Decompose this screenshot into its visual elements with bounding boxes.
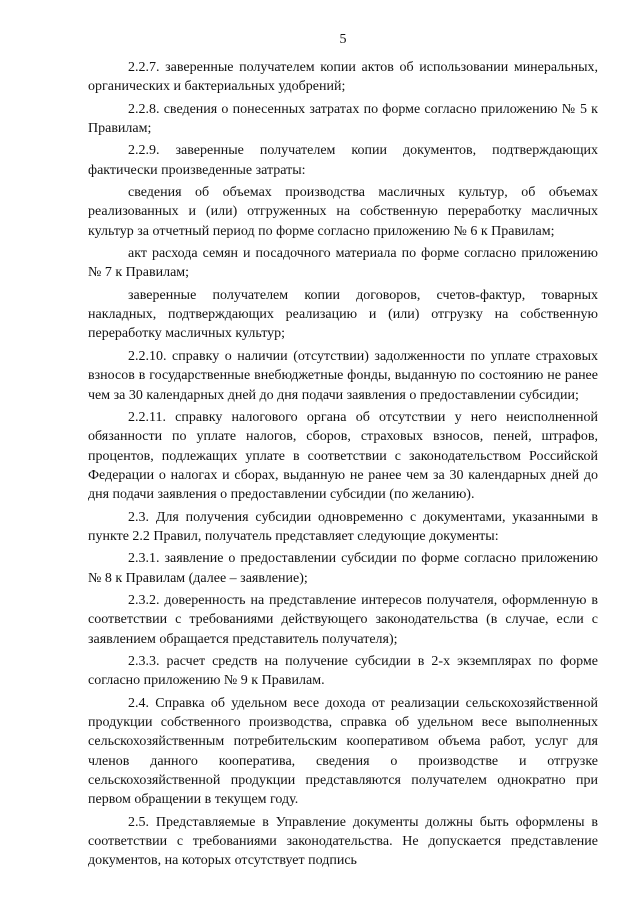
paragraph-2-2-7: 2.2.7. заверенные получателем копии актов об использовании минеральных, органических и бактериальных удобрений; [88, 60, 598, 95]
paragraph-2-5: 2.5. Представляемые в Управление документы должны быть оформлены в соответствии с требованиями законодательства. Не допускается представление документов, на которых отсутствует подпись [88, 814, 598, 869]
paragraph-contracts: заверенные получателем копии договоров, счетов-фактур, товарных накладных, подтверждающих реализацию и (или) отгрузку на собственную переработку масличных культур; [88, 287, 598, 342]
paragraph-2-3-3: 2.3.3. расчет средств на получение субсидии в 2-х экземплярах по форме согласно приложению № 9 к Правилам. [88, 653, 598, 689]
paragraph-seed-act: акт расхода семян и посадочного материала по форме согласно приложению № 7 к Правилам; [88, 246, 598, 281]
paragraph-production-info: сведения об объемах производства масличных культур, об объемах реализованных и (или) отгруженных на собственную переработку масличных культур за отчетный период по форме согласно приложению № 6 к Правилам; [88, 185, 598, 239]
paragraph-2-2-9: 2.2.9. заверенные получателем копии документов, подтверждающих фактически произведенные затраты: [88, 143, 598, 178]
paragraph-2-3-1: 2.3.1. заявление о предоставлении субсидии по форме согласно приложению № 8 к Правилам (далее – заявление); [88, 551, 598, 586]
paragraph-2-3-2: 2.3.2. доверенность на представление интересов получателя, оформленную в соответствии с требованиями действующего законодательства (в случае, если с заявлением обращается представитель получателя); [88, 592, 598, 647]
paragraph-2-2-8: 2.2.8. сведения о понесенных затратах по форме согласно приложению № 5 к Правилам; [88, 101, 598, 137]
paragraph-2-2-11: 2.2.11. справку налогового органа об отсутствии у него неисполненной обязанности по уплате налогов, сборов, страховых взносов, пеней, штрафов, процентов, подлежащих уплате в соответствии с законодательством Российской Федерации о налогах и сборах, выданную не ранее чем за 30 календарных дней до дня подачи заявления о предоставлении субсидии (по желанию). [88, 409, 598, 503]
paragraph-2-3: 2.3. Для получения субсидии одновременно с документами, указанными в пункте 2.2 Правил, получатель представляет следующие документы: [88, 509, 598, 544]
page-number: 5 [339, 32, 347, 47]
paragraph-2-2-10: 2.2.10. справку о наличии (отсутствии) задолженности по уплате страховых взносов в государственные внебюджетные фонды, выданную по состоянию не ранее чем за 30 календарных дней до дня подачи заявления о предоставлении субсидии; [88, 348, 598, 403]
paragraph-2-4: 2.4. Справка об удельном весе дохода от реализации сельскохозяйственной продукции собственного производства, справка об удельном весе выполненных сельскохозяйственным потребительским кооперативом объема работ, услуг для членов данного кооператива, сведения о производстве и отгрузке сельскохозяйственной продукции представляются получателем однократно при первом обращении в текущем году. [88, 695, 598, 808]
